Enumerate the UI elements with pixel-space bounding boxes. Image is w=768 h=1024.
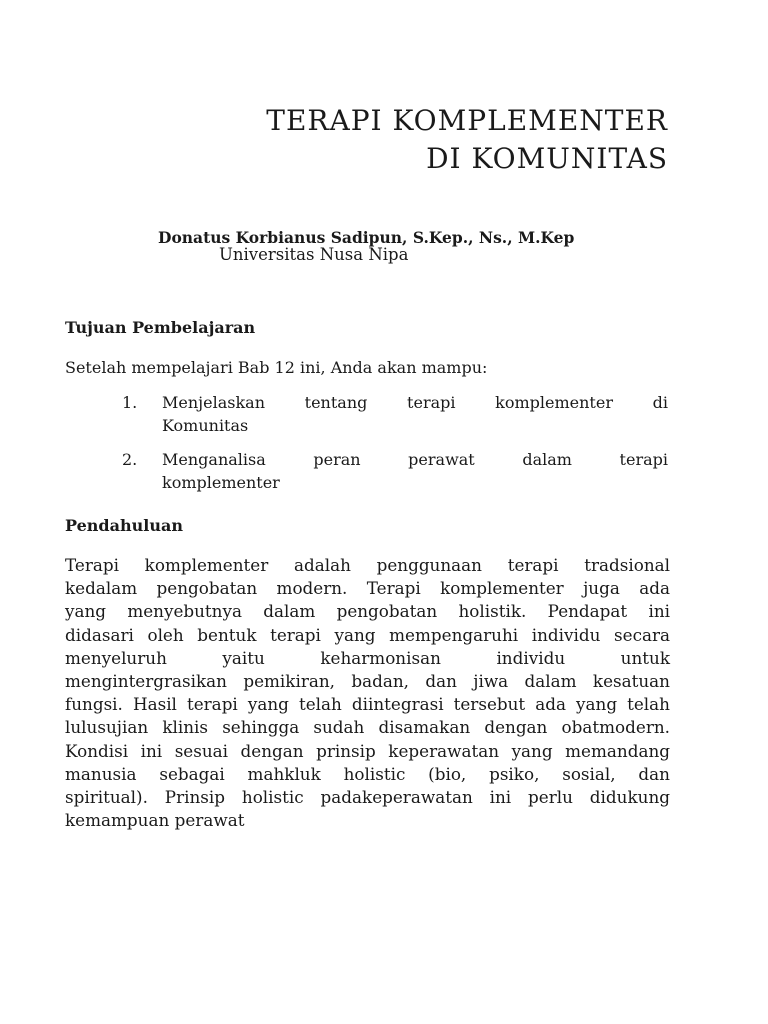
paragraph-line: mengintergrasikan pemikiran, badan, dan jiwa dalam kesatuan [65,670,670,691]
paragraph-line: yang menyebutnya dalam pengobatan holistik. Pendapat ini [65,601,670,622]
paragraph-line: Terapi komplementer adalah penggunaan terapi tradsional [65,555,670,575]
introduction-paragraph [65,554,670,832]
list-item-text-line-1: Menganalisa peran perawat dalam terapi [162,450,668,469]
author-affiliation: Universitas Nusa Nipa [219,245,409,264]
list-number: 1. [122,393,138,412]
paragraph-line: didasari oleh bentuk terapi yang mempengaruhi individu secara [65,624,670,645]
paragraph-line: fungsi. Hasil terapi yang telah diintegrasi tersebut ada yang telah [65,694,670,715]
objectives-intro: Setelah mempelajari Bab 12 ini, Anda akan mampu: [65,358,488,377]
paragraph-line: kedalam pengobatan modern. Terapi komplementer juga ada [65,578,670,599]
paragraph-line: kemampuan perawat [65,810,245,831]
list-item-text-line-1: Menjelaskan tentang terapi komplementer di [162,393,668,412]
paragraph-line: manusia sebagai mahkluk holistic (bio, psiko, sosial, dan [65,763,670,784]
list-item-text-line-2: komplementer [162,473,280,492]
paragraph-line: lulusujian klinis sehingga sudah disamakan dengan obatmodern. [65,717,670,738]
chapter-title [266,102,668,178]
chapter-title-line-1: TERAPI KOMPLEMENTER [266,104,668,137]
objectives-heading: Tujuan Pembelajaran [65,318,256,337]
chapter-title-line-2: DI KOMUNITAS [426,142,668,175]
list-number: 2. [122,450,138,469]
introduction-heading: Pendahuluan [65,516,183,535]
list-item-text-line-2: Komunitas [162,416,249,435]
paragraph-line: menyeluruh yaitu keharmonisan individu untuk [65,647,670,668]
paragraph-line: spiritual). Prinsip holistic padakeperawatan ini perlu didukung [65,786,670,807]
paragraph-line: Kondisi ini sesuai dengan prinsip keperawatan yang memandang [65,740,670,761]
author-name: Donatus Korbianus Sadipun, S.Kep., Ns., M.Kep [158,228,575,247]
